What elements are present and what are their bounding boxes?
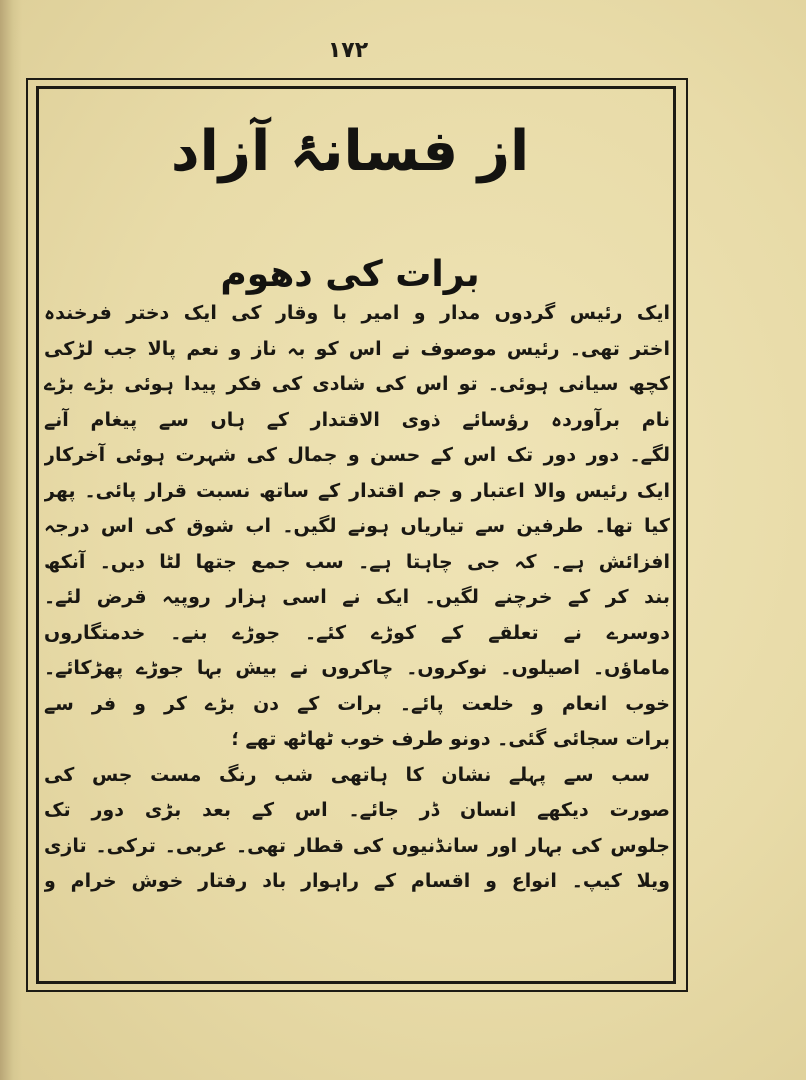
text-line: ماماؤں۔ اصیلوں۔ نوکروں۔ چاکروں نے بیش بہا جوڑے پھڑکائے۔ (44, 657, 670, 679)
body-text (44, 296, 670, 900)
text-line: بند کر کے خرچنے لگیں۔ ایک نے اسی ہزار روپیہ قرض لئے۔ (44, 586, 670, 608)
text-line: افزائش ہے۔ کہ جی چاہتا ہے۔ سب جمع جتھا لٹا دیں۔ آنکھ (44, 550, 670, 573)
text-line: کیا تھا۔ طرفین سے تیاریاں ہونے لگیں۔ اب شوق کی اس درجہ (44, 515, 670, 537)
text-line: صورت دیکھے انسان ڈر جائے۔ اس کے بعد بڑی دور تک (44, 799, 670, 821)
text-line: ایک رئیس گردوں مدار و امیر با وقار کی ایک دختر فرخندہ (44, 302, 670, 324)
text-line: اختر تھی۔ رئیس موصوف نے اس کو بہ ناز و نعم پالا جب لڑکی (44, 337, 670, 360)
text-line: کچھ سیانی ہوئی۔ تو اس کی شادی کی فکر پیدا ہوئی بڑے بڑے (44, 373, 670, 395)
text-line: ویلا کیپ۔ انواع و اقسام کے راہوار باد رفتار خوش خرام و (44, 870, 670, 892)
text-line: ایک رئیس والا اعتبار و جم اقتدار کے ساتھ نسبت قرار پائی۔ پھر (44, 479, 670, 502)
page-number: ۱۷۲ (327, 38, 369, 63)
binding-shadow (0, 0, 22, 1080)
text-line: جلوس کی بہار اور سانڈنیوں کی قطار تھی۔ عربی۔ ترکی۔ تازی (44, 834, 670, 857)
text-line: خوب انعام و خلعت پائے۔ برات کے دن بڑے کر و فر سے (44, 692, 670, 715)
text-line: دوسرے نے تعلقے کے کوڑے کئے۔ جوڑے بنے۔ خدمتگاروں (44, 621, 670, 644)
text-line: برات سجائی گئی۔ دونو طرف خوب ٹھاٹھ تھے ؛ (231, 728, 670, 750)
text-line: لگے۔ دور دور تک اس کے حسن و جمال کی شہرت ہوئی آخرکار (44, 444, 670, 466)
text-line: نام برآوردہ رؤسائے ذوی الاقتدار کے ہاں سے پیغام آنے (44, 408, 670, 431)
text-line: سب سے پہلے نشان کا ہاتھی شب رنگ مست جس کی (44, 763, 650, 786)
page-title: از فسانۂ آزاد (170, 119, 530, 184)
section-heading: برات کی دھوم (220, 254, 480, 295)
